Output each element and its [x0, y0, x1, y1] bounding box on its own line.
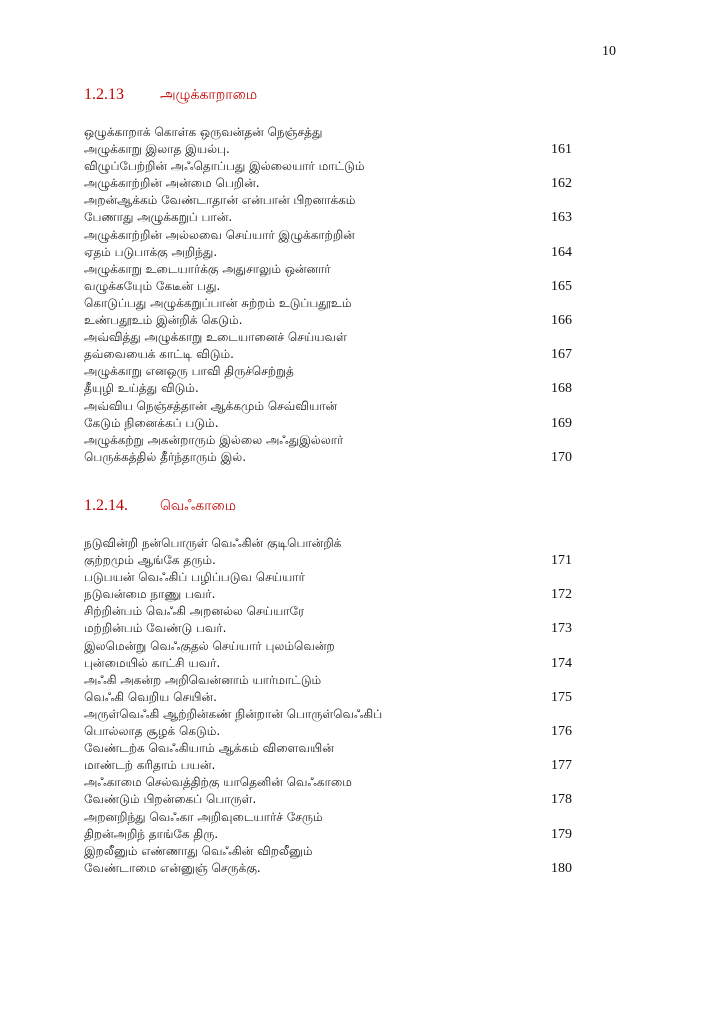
page-number: 10 — [602, 44, 616, 59]
couplet-line-2 — [84, 723, 572, 740]
couplet-line-text: ஒழுக்காறாக் கொள்க ஒருவன்தன் நெஞ்சத்து — [84, 125, 323, 139]
couplet — [84, 569, 572, 603]
couplet-line-text: மற்றின்பம் வேண்டு பவர். — [84, 621, 227, 636]
couplet-line-1 — [84, 740, 572, 757]
couplet-line-1 — [84, 535, 572, 552]
couplet-line-text: அழுக்காறு இலாத இயல்பு. — [84, 142, 230, 157]
couplet-line-text: அஃகாமை செல்வத்திற்கு யாதெனின் வெஃகாமை — [84, 775, 352, 790]
couplet-line-1 — [84, 329, 572, 346]
couplet-line-2 — [84, 586, 572, 603]
couplet — [84, 843, 572, 877]
couplet — [84, 638, 572, 672]
couplet-list — [84, 535, 572, 877]
couplet — [84, 740, 572, 774]
couplet-line-1 — [84, 363, 572, 380]
couplet-line-1 — [84, 192, 572, 209]
section-heading — [84, 86, 572, 112]
couplet — [84, 432, 572, 466]
couplet-line-text: இலமென்று வெஃகுதல் செய்யார் புலம்வென்ற — [84, 638, 335, 653]
couplet-line-2 — [84, 826, 572, 843]
couplet-line-1 — [84, 843, 572, 860]
couplet-line-1 — [84, 158, 572, 175]
couplet-line-text: மாண்டற் கரிதாம் பயன். — [84, 758, 216, 773]
couplet-line-1 — [84, 432, 572, 449]
verse-number: 163 — [551, 210, 572, 226]
couplet-line-text: அவ்வித்து அழுக்காறு உடையானைச் செய்யவள் — [84, 330, 347, 345]
couplet-line-1 — [84, 638, 572, 655]
couplet-line-text: அழுக்கற்று அகன்றாரும் இல்லை அஃதுஇல்லார் — [84, 432, 344, 447]
couplet-line-1 — [84, 672, 572, 689]
section-alukkaramai — [84, 86, 572, 466]
couplet-line-text: திறன்அறிந் தாங்கே திரு. — [84, 826, 219, 841]
couplet-line-text: பொல்லாத சூழக் கெடும். — [84, 724, 221, 739]
couplet-line-text: புன்மையில் காட்சி யவர். — [84, 655, 221, 670]
couplet-line-text: அறனறிந்து வெஃகா அறிவுடையார்ச் சேரும் — [84, 809, 323, 824]
couplet — [84, 192, 572, 226]
couplet — [84, 227, 572, 261]
couplet — [84, 158, 572, 192]
verse-number: 172 — [551, 587, 572, 603]
couplet-line-1 — [84, 774, 572, 791]
verse-number: 173 — [551, 621, 572, 637]
couplet-line-1 — [84, 124, 572, 141]
couplet-line-2 — [84, 415, 572, 432]
verse-number: 171 — [551, 553, 572, 569]
couplet-line-text: கேடும் நினைக்கப் படும். — [84, 415, 219, 430]
verse-number: 180 — [551, 860, 572, 876]
couplet-line-2 — [84, 312, 572, 329]
couplet-line-text: வேண்டற்க வெஃகியாம் ஆக்கம் விளைவயின் — [84, 741, 334, 756]
verse-number: 168 — [551, 381, 572, 397]
couplet-line-1 — [84, 261, 572, 278]
couplet-line-text: விழுப்பேற்றின் அஃதொப்பது இல்லையார் மாட்டும் — [84, 159, 365, 174]
couplet-line-2 — [84, 552, 572, 569]
couplet-list — [84, 124, 572, 466]
couplet — [84, 672, 572, 706]
couplet-line-1 — [84, 295, 572, 312]
couplet-line-1 — [84, 398, 572, 415]
verse-number: 166 — [551, 313, 572, 329]
verse-number: 162 — [551, 176, 572, 192]
couplet — [84, 329, 572, 363]
couplet-line-2 — [84, 791, 572, 808]
section-title: வெஃகாமை — [160, 498, 237, 514]
couplet-line-text: அருள்வெஃகி ஆற்றின்கண் நின்றான் பொருள்வெஃகிப் — [84, 706, 383, 721]
verse-number: 179 — [551, 826, 572, 842]
couplet — [84, 124, 572, 158]
verse-number: 170 — [551, 449, 572, 465]
couplet — [84, 774, 572, 808]
couplet-line-2 — [84, 449, 572, 466]
section-number: 1.2.13 — [84, 86, 124, 103]
couplet-line-2 — [84, 689, 572, 706]
couplet-line-text: வேண்டாமை என்னுஞ் செருக்கு. — [84, 860, 261, 875]
section-heading — [84, 497, 572, 523]
couplet — [84, 809, 572, 843]
couplet-line-2 — [84, 244, 572, 261]
verse-number: 177 — [551, 758, 572, 774]
verse-number: 164 — [551, 244, 572, 260]
couplet-line-2 — [84, 655, 572, 672]
couplet-line-text: சிற்றின்பம் வெஃகி அறனல்ல செய்யாரே — [84, 604, 305, 619]
couplet-line-text: வேண்டும் பிறன்கைப் பொருள். — [84, 792, 257, 807]
couplet-line-2 — [84, 620, 572, 637]
couplet-line-text: பேணாது அழுக்கறுப் பான். — [84, 210, 233, 225]
couplet-line-1 — [84, 706, 572, 723]
couplet-line-2 — [84, 278, 572, 295]
couplet-line-1 — [84, 227, 572, 244]
couplet — [84, 706, 572, 740]
couplet-line-2 — [84, 380, 572, 397]
couplet-line-text: கொடுப்பது அழுக்கறுப்பான் சுற்றம் உடுப்பதூஉம் — [84, 295, 352, 310]
verse-number: 178 — [551, 792, 572, 808]
couplet-line-text: அஃகி அகன்ற அறிவென்னாம் யார்மாட்டும் — [84, 672, 322, 687]
verse-number: 175 — [551, 689, 572, 705]
couplet-line-text: வெஃகி வெறிய செயின். — [84, 689, 217, 704]
couplet-line-2 — [84, 141, 572, 158]
couplet — [84, 295, 572, 329]
verse-number: 174 — [551, 655, 572, 671]
couplet-line-1 — [84, 603, 572, 620]
couplet-line-text: குற்றமும் ஆங்கே தரும். — [84, 553, 216, 568]
couplet-line-1 — [84, 569, 572, 586]
couplet-line-2 — [84, 860, 572, 877]
verse-number: 165 — [551, 278, 572, 294]
couplet-line-text: அறன்ஆக்கம் வேண்டாதான் என்பான் பிறனாக்கம் — [84, 193, 356, 208]
verse-number: 161 — [551, 142, 572, 158]
couplet-line-text: அழுக்காறு உடையார்க்கு அதுசாலும் ஒன்னார் — [84, 261, 331, 276]
couplet-line-2 — [84, 209, 572, 226]
couplet-line-text: அவ்விய நெஞ்சத்தான் ஆக்கமும் செவ்வியான் — [84, 398, 338, 413]
couplet — [84, 603, 572, 637]
couplet — [84, 363, 572, 397]
couplet-line-1 — [84, 809, 572, 826]
couplet-line-text: தீயுழி உய்த்து விடும். — [84, 381, 199, 396]
couplet-line-text: அழுக்காற்றின் அல்லவை செய்யார் இழுக்காற்றின் — [84, 227, 355, 242]
section-title: அழுக்காறாமை — [160, 87, 258, 103]
couplet-line-text: தவ்வையைக் காட்டி விடும். — [84, 347, 234, 362]
couplet-line-text: வழுக்கயேும் கேடீன் பது. — [84, 278, 221, 293]
couplet — [84, 398, 572, 432]
couplet-line-text: அழுக்காற்றின் அன்மை பெறின். — [84, 176, 260, 191]
couplet-line-text: இறலீனும் எண்ணாது வெஃகின் விறலீனும் — [84, 843, 313, 858]
couplet-line-text: நடுவன்மை நாணு பவர். — [84, 587, 216, 602]
section-number: 1.2.14. — [84, 497, 128, 514]
couplet-line-text: பெருக்கத்தில் தீர்ந்தாரும் இல். — [84, 449, 247, 464]
verse-number: 169 — [551, 415, 572, 431]
couplet — [84, 261, 572, 295]
section-vekkamai — [84, 497, 572, 877]
verse-number: 176 — [551, 724, 572, 740]
couplet-line-2 — [84, 346, 572, 363]
couplet-line-2 — [84, 175, 572, 192]
couplet-line-text: உண்பதூஉம் இன்றிக் கெடும். — [84, 313, 243, 328]
couplet-line-text: அழுக்காறு எனஒரு பாவி திருச்செற்றுத் — [84, 364, 294, 379]
couplet-line-text: ஏதம் படுபாக்கு அறிந்து. — [84, 244, 218, 259]
couplet-line-2 — [84, 757, 572, 774]
couplet-line-text: நடுவின்றி நன்பொருள் வெஃகின் குடிபொன்றிக் — [84, 536, 342, 550]
verse-number: 167 — [551, 347, 572, 363]
couplet-line-text: படுபயன் வெஃகிப் பழிப்படுவ செய்யார் — [84, 570, 305, 585]
couplet — [84, 535, 572, 569]
